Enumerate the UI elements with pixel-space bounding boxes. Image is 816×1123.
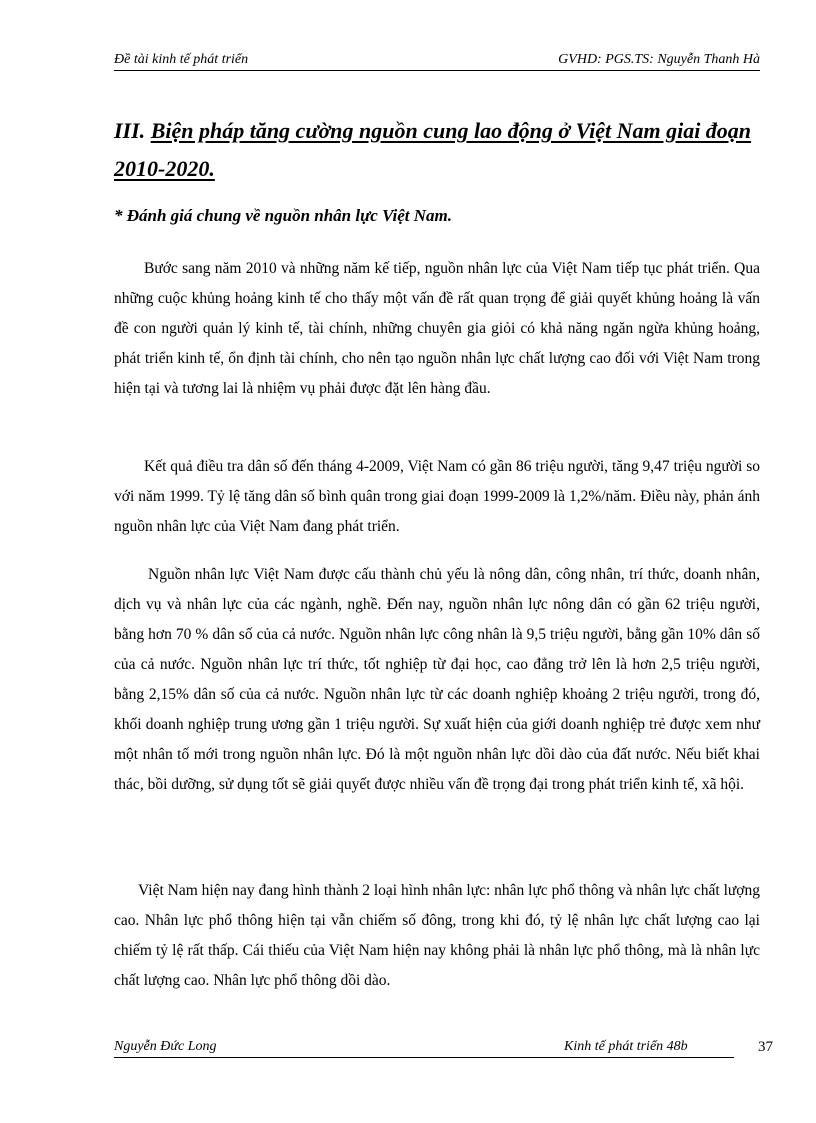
subheading: * Đánh giá chung về nguồn nhân lực Việt Nam. [114,206,452,225]
paragraph-3: Nguồn nhân lực Việt Nam được cấu thành chủ yếu là nông dân, công nhân, trí thức, doanh nhân, dịch vụ và nhân lực của các ngành, nghề. Đến nay, nguồn nhân lực nông dân có gần 62 triệu người, bằng hơn 70 % dân số của cả nước. Nguồn nhân lực công nhân là 9,5 triệu người, bằng gần 10% dân số của cả nước. Nguồn nhân lực trí thức, tốt nghiệp từ đại học, cao đẳng trở lên là hơn 2,5 triệu người, bằng 2,15% dân số của cả nước. Nguồn nhân lực từ các doanh nghiệp khoảng 2 triệu người, trong đó, khối doanh nghiệp trung ương gần 1 triệu người. Sự xuất hiện của giới doanh nghiệp trẻ được xem như một nhân tố mới trong nguồn nhân lực. Đó là một nguồn nhân lực dồi dào của đất nước. Nếu biết khai thác, bồi dưỡng, sử dụng tốt sẽ giải quyết được nhiều vấn đề trọng đại trong phát triển kinh tế, xã hội. [114,566,760,793]
header-topic: Đề tài kinh tế phát triển [114,52,249,67]
footer-class: Kinh tế phát triển 48b [564,1039,688,1054]
paragraph-1: Bước sang năm 2010 và những năm kế tiếp, nguồn nhân lực của Việt Nam tiếp tục phát triển. Qua những cuộc khủng hoảng kinh tế cho thấy một vấn đề rất quan trọng để giải quyết khủng hoảng là vấn đề con người quản lý kinh tế, tài chính, những chuyên gia giỏi có khả năng ngăn ngừa khủng hoảng, phát triển kinh tế, ổn định tài chính, cho nên tạo nguồn nhân lực chất lượng cao đối với Việt Nam trong hiện tại và tương lai là nhiệm vụ phải được đặt lên hàng đầu. [114,260,760,397]
section-title-text: Biện pháp tăng cường nguồn cung lao động ở Việt Nam giai đoạn 2010-2020. [114,118,752,181]
section-title [114,112,764,188]
header-supervisor: GVHD: PGS.TS: Nguyễn Thanh Hà [558,52,760,67]
paragraph-4: Việt Nam hiện nay đang hình thành 2 loại hình nhân lực: nhân lực phổ thông và nhân lực chất lượng cao. Nhân lực phổ thông hiện tại vẫn chiếm số đông, trong khi đó, tỷ lệ nhân lực chất lượng cao lại chiếm tỷ lệ rất thấp. Cái thiếu của Việt Nam hiện nay không phải là nhân lực phổ thông, mà là nhân lực chất lượng cao. Nhân lực phổ thông dồi dào. [114,882,760,989]
footer-author: Nguyễn Đức Long [114,1039,217,1054]
page-footer [114,1037,734,1058]
paragraph-2: Kết quả điều tra dân số đến tháng 4-2009, Việt Nam có gần 86 triệu người, tăng 9,47 triệu người so với năm 1999. Tỷ lệ tăng dân số bình quân trong giai đoạn 1999-2009 là 1,2%/năm. Điều này, phản ánh nguồn nhân lực của Việt Nam đang phát triển. [114,458,760,535]
section-number: III. [114,118,146,143]
page-number: 37 [758,1039,773,1055]
page-header [114,50,760,71]
